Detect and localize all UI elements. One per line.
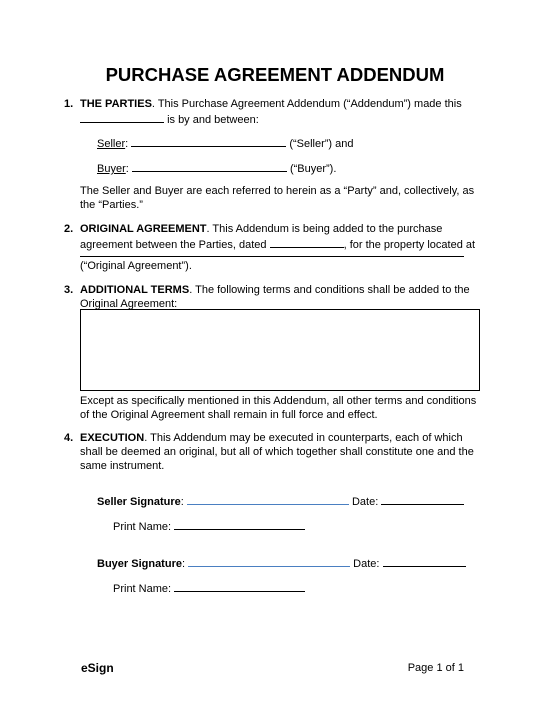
buyer-label: Buyer: [97, 163, 126, 175]
agreement-date-field[interactable]: [270, 236, 344, 248]
section-4-text: [80, 431, 485, 473]
seller-suffix: (“Seller”) and: [289, 138, 354, 150]
section-4-number: 4.: [64, 432, 74, 444]
buyer-signature-field[interactable]: [188, 555, 350, 567]
section-2-text: [80, 222, 485, 252]
section-2-closing: (“Original Agreement”).: [80, 260, 192, 272]
buyer-suffix: (“Buyer”).: [289, 163, 337, 175]
section-1-text: [80, 97, 485, 127]
seller-line: Seller: (“Seller”) and: [97, 135, 502, 151]
additional-terms-box[interactable]: [80, 309, 480, 391]
seller-date-field[interactable]: [381, 493, 464, 505]
buyer-print-name-field[interactable]: [174, 580, 305, 592]
date-made-field[interactable]: [80, 111, 164, 123]
section-1-number: 1.: [64, 98, 74, 110]
section-2-heading: ORIGINAL AGREEMENT: [80, 223, 207, 235]
section-2-number: 2.: [64, 223, 74, 235]
seller-print-name-label: Print Name:: [113, 521, 172, 533]
section-1-intro-end: is by and between:: [167, 114, 259, 126]
seller-signature-field[interactable]: [187, 493, 349, 505]
seller-print-name-field[interactable]: [174, 518, 305, 530]
section-3-intro: . The following terms and conditions shall be added to the Original Agreement:: [80, 284, 470, 310]
buyer-line: Buyer: (“Buyer”).: [97, 160, 502, 176]
section-2-intro-end: , for the property located at: [343, 239, 476, 251]
section-3-text: [80, 283, 485, 311]
party-note: The Seller and Buyer are each referred to herein as a “Party” and, collectively, as the “Parties.”: [80, 185, 475, 211]
buyer-name-field[interactable]: [132, 160, 287, 172]
buyer-print-name-line: [113, 580, 413, 596]
section-3-closing: Except as specifically mentioned in this Addendum, all other terms and conditions of the Original Agreement shall remain in full force and effect.: [80, 395, 477, 421]
buyer-signature-colon: :: [181, 558, 186, 570]
document-title: PURCHASE AGREEMENT ADDENDUM: [105, 64, 445, 85]
seller-signature-colon: :: [180, 496, 184, 508]
buyer-signature-line: [97, 555, 497, 571]
seller-label: Seller: [97, 138, 126, 150]
section-4-heading: EXECUTION: [80, 432, 145, 444]
buyer-date-field[interactable]: [383, 555, 466, 567]
seller-name-field[interactable]: [131, 135, 286, 147]
seller-print-name-line: [113, 518, 413, 534]
section-3-heading: ADDITIONAL TERMS: [80, 284, 190, 296]
section-3-number: 3.: [64, 284, 74, 296]
section-4-body: . This Addendum may be executed in counterparts, each of which shall be deemed an original, but all of which together shall constitute one and the same instrument.: [80, 432, 474, 472]
seller-signature-line: [97, 493, 497, 509]
section-1-heading: THE PARTIES: [80, 98, 152, 110]
buyer-date-label: Date:: [353, 558, 380, 570]
page-number: Page 1 of 1: [407, 662, 464, 674]
section-1-intro: . This Purchase Agreement Addendum (“Addendum”) made this: [151, 98, 462, 110]
buyer-print-name-label: Print Name:: [113, 583, 172, 595]
buyer-signature-label: Buyer Signature: [97, 558, 182, 570]
section-2-intro: . This Addendum is being added to the purchase agreement between the Parties, dated: [80, 223, 443, 251]
seller-signature-label: Seller Signature: [97, 496, 181, 508]
seller-date-label: Date:: [351, 496, 379, 508]
esign-logo: eSign: [81, 661, 114, 675]
property-address-field[interactable]: [80, 256, 464, 257]
